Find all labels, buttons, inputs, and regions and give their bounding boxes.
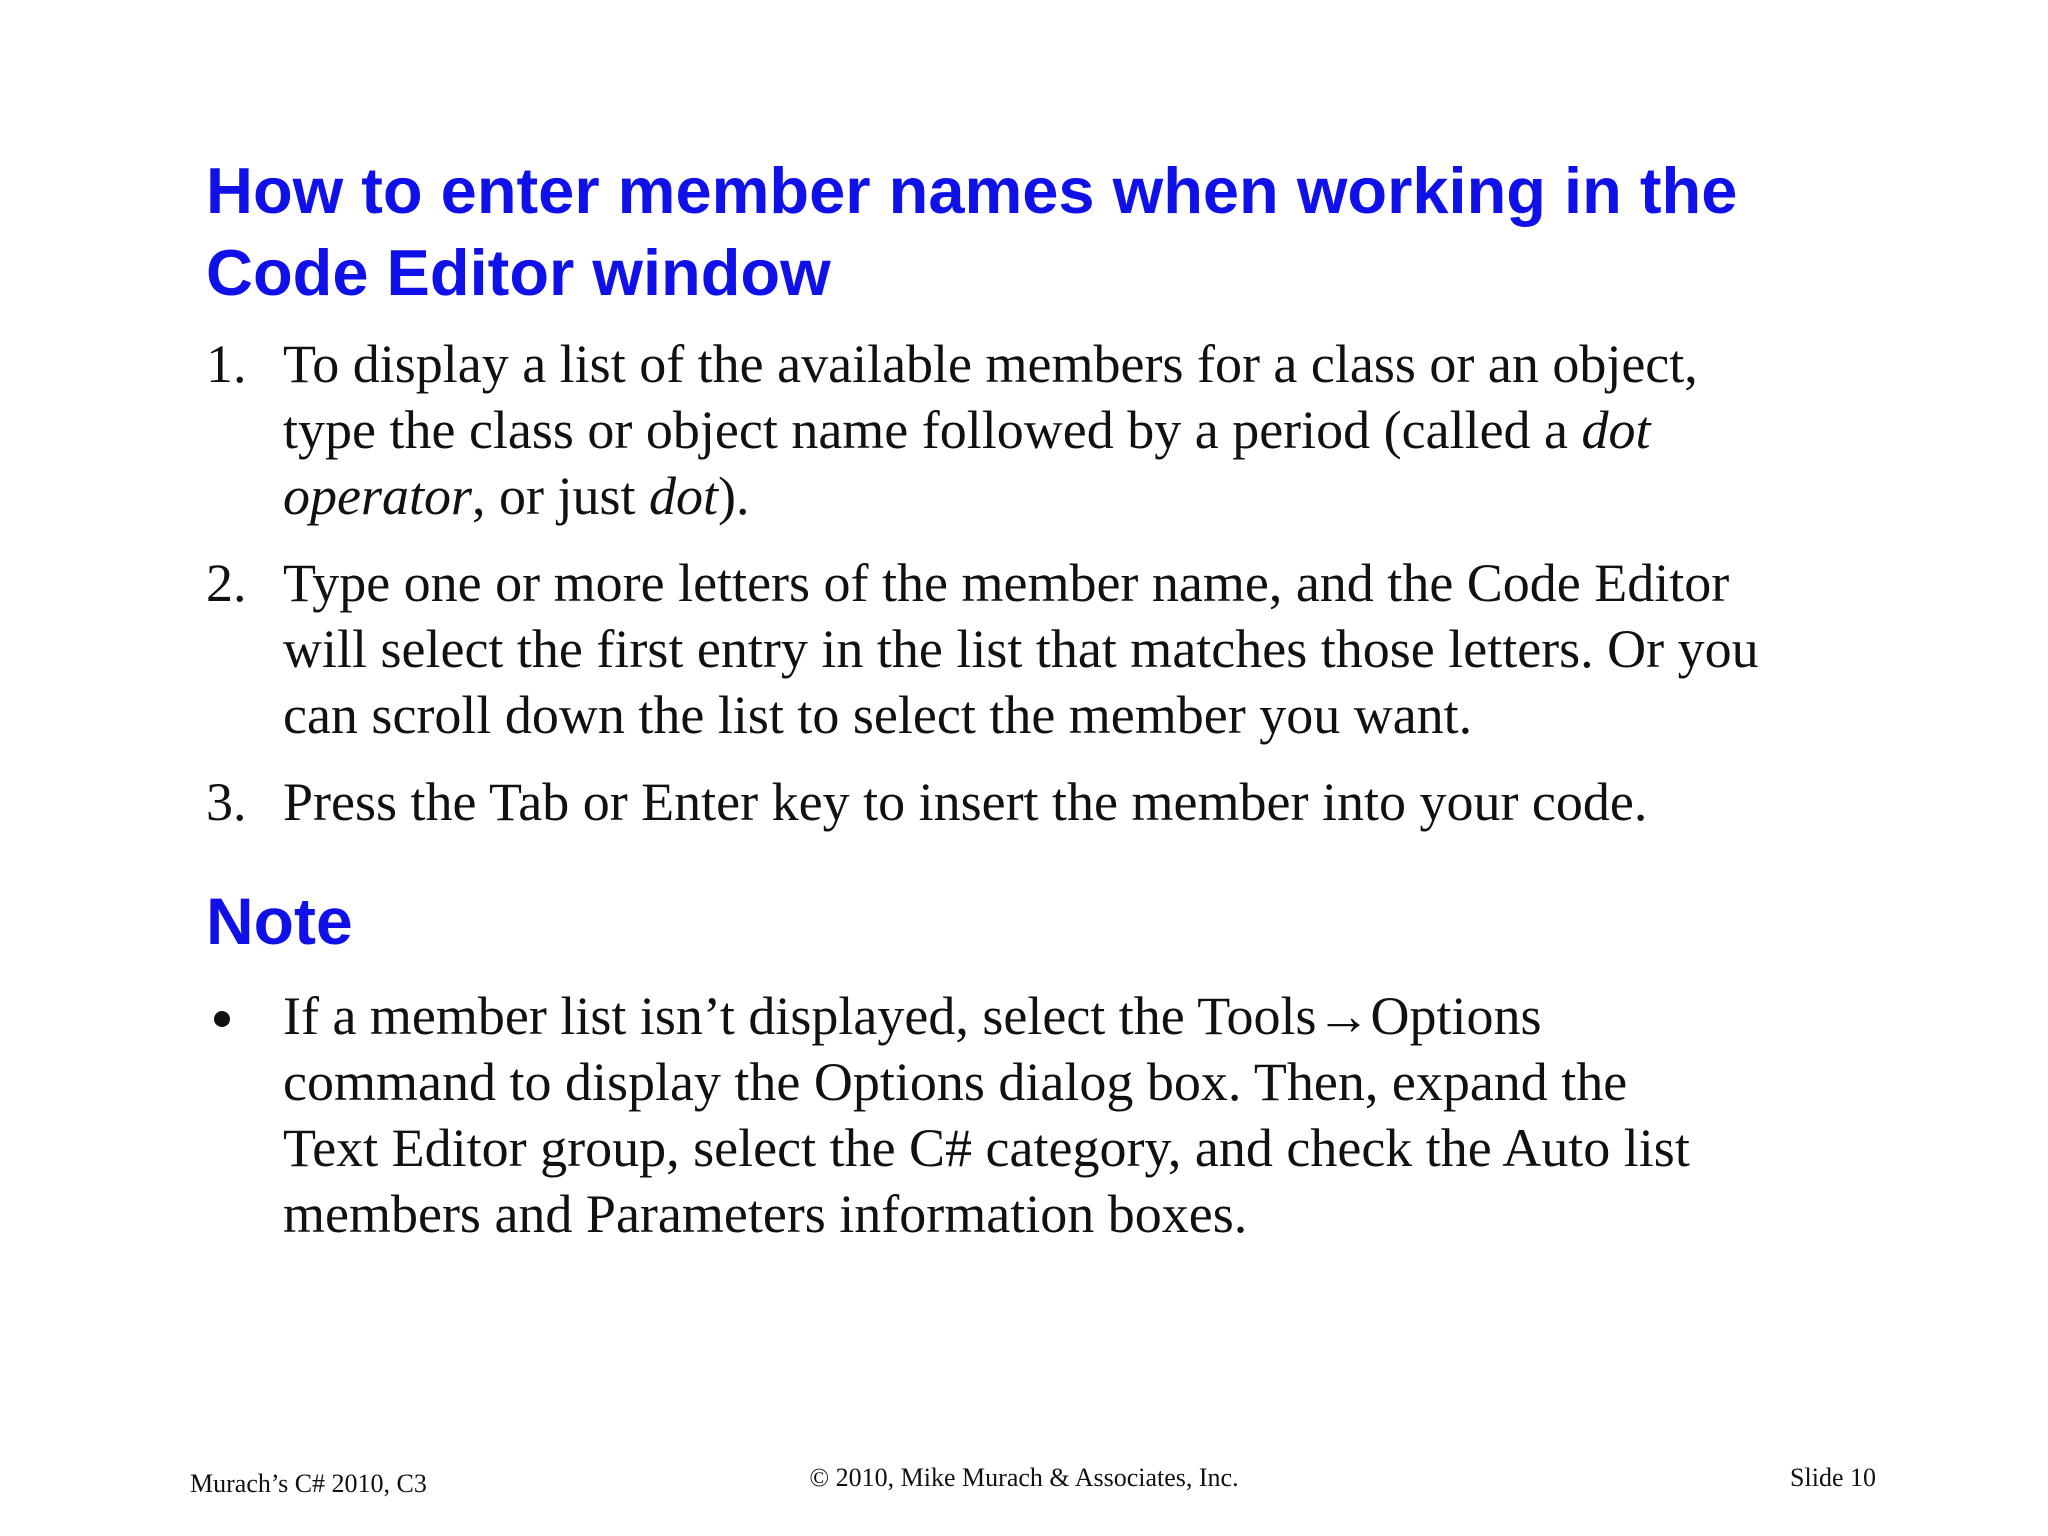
step-text-line: will select the first entry in the list that matches those letters. Or you	[283, 619, 1759, 679]
step-item-1	[206, 331, 1906, 529]
step-text: type the class or object name followed by a period (called a	[283, 400, 1582, 460]
step-text: To display a list of the available members for a class or an object,	[283, 334, 1698, 394]
slide-title-line-2: Code Editor window	[206, 236, 831, 309]
note-heading: Note	[206, 884, 353, 958]
note-text-line: members and Parameters information boxes.	[283, 1184, 1248, 1244]
note-text-line	[283, 983, 1906, 1049]
step-text-line: Type one or more letters of the member name, and the Code Editor	[283, 553, 1730, 613]
step-term-dot: dot	[649, 466, 719, 526]
step-term-dot: dot	[1581, 400, 1651, 460]
step-text-line: can scroll down the list to select the member you want.	[283, 685, 1473, 745]
step-text-line	[283, 397, 1906, 463]
note-text-line: command to display the Options dialog box. Then, expand the	[283, 1052, 1628, 1112]
step-term-operator: operator	[283, 466, 472, 526]
note-text-line: Text Editor group, select the C# category, and check the Auto list	[283, 1118, 1690, 1178]
step-text-line	[283, 463, 1906, 529]
footer-book-title: Murach’s C# 2010, C3	[190, 1469, 427, 1498]
steps-list	[206, 331, 1906, 856]
step-number: 1.	[206, 334, 247, 394]
step-item-3	[206, 769, 1906, 835]
step-number: 3.	[206, 772, 247, 832]
arrow-icon: →	[1316, 986, 1371, 1046]
note-list	[206, 983, 1906, 1268]
slide-title	[206, 150, 1737, 314]
footer-slide-number: Slide 10	[1790, 1463, 1876, 1492]
note-text: Options	[1370, 986, 1542, 1046]
bullet-icon	[214, 1011, 230, 1027]
note-text: If a member list isn’t displayed, select the Tools	[283, 986, 1317, 1046]
footer-copyright: © 2010, Mike Murach & Associates, Inc.	[809, 1463, 1239, 1492]
step-text-line: Press the Tab or Enter key to insert the member into your code.	[283, 772, 1648, 832]
step-number: 2.	[206, 553, 247, 613]
step-item-2	[206, 550, 1906, 748]
step-text: , or just	[472, 466, 650, 526]
step-text-line	[283, 331, 1906, 397]
note-item	[206, 983, 1906, 1247]
step-text: ).	[718, 466, 750, 526]
slide-title-line-1: How to enter member names when working in the	[206, 154, 1738, 227]
